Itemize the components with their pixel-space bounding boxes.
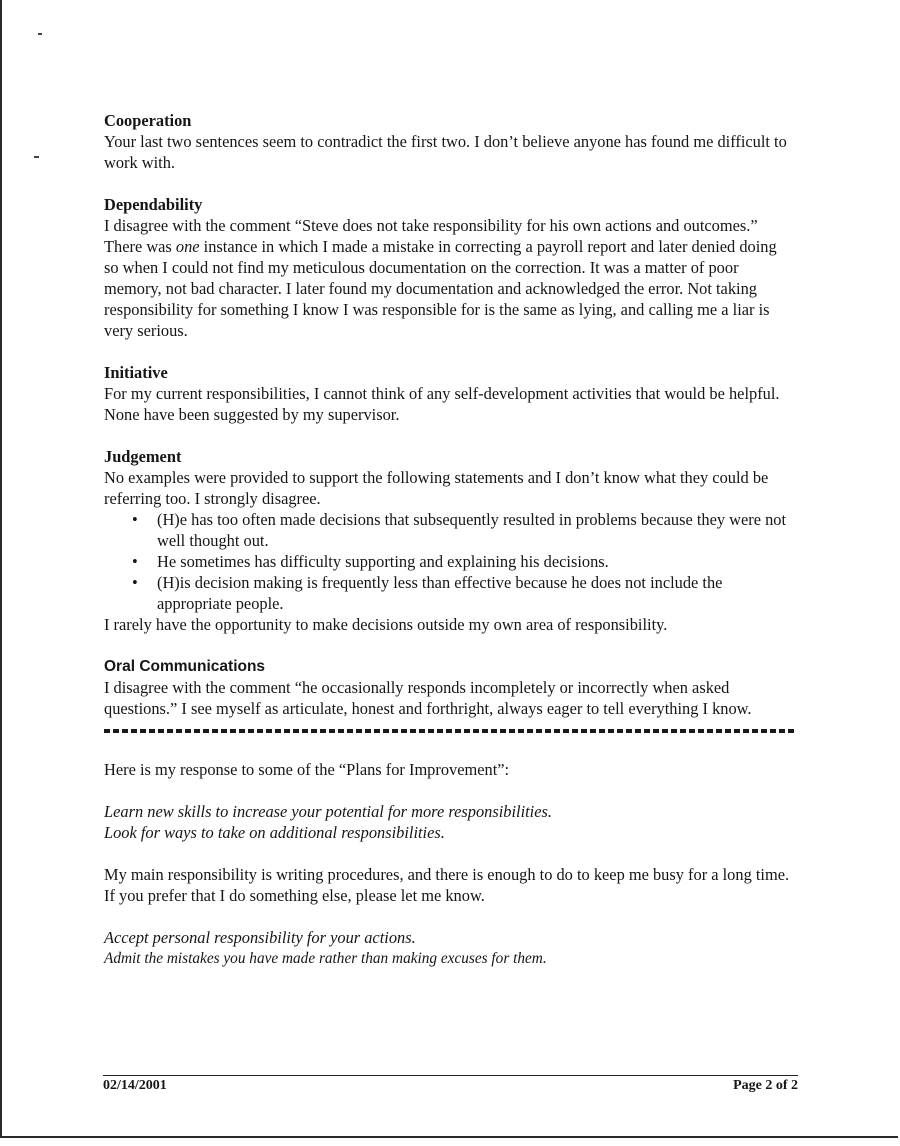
section-initiative xyxy=(104,362,794,425)
plan-item: Look for ways to take on additional responsibilities. xyxy=(104,823,445,842)
plans-group-2 xyxy=(104,927,794,969)
plan-item: Learn new skills to increase your potential for more responsibilities. xyxy=(104,802,552,821)
section-dependability xyxy=(104,194,794,341)
section-oral-communications xyxy=(104,656,794,719)
emphasis-text: one xyxy=(175,237,200,256)
section-text xyxy=(104,215,794,341)
bullet-list xyxy=(104,509,794,614)
bullet-item: • He sometimes has difficulty supporting and explaining his decisions. xyxy=(157,551,794,572)
plans-group-1 xyxy=(104,801,794,843)
footer-page-number: Page 2 of 2 xyxy=(733,1078,798,1093)
footer-date: 02/14/2001 xyxy=(103,1078,167,1093)
plan-item: Accept personal responsibility for your actions. xyxy=(104,928,416,947)
section-text: Your last two sentences seem to contradict the first two. I don’t believe anyone has found me difficult to work with. xyxy=(104,132,787,172)
document-body xyxy=(104,110,794,969)
section-heading: Oral Communications xyxy=(104,658,266,675)
section-judgement xyxy=(104,446,794,635)
section-heading: Dependability xyxy=(104,195,203,214)
response-reply: My main responsibility is writing procedures, and there is enough to do to keep me busy for a long time. If you prefer that I do something else, please let me know. xyxy=(104,865,790,905)
section-text: I disagree with the comment “he occasionally responds incompletely or incorrectly when asked questions.” I see myself as articulate, honest and forthright, always eager to tell everything I know. xyxy=(104,678,752,718)
dashed-divider xyxy=(104,729,794,733)
text-run: instance in which I made a mistake in correcting a payroll report and later denied doing so when I could not find my meticulous documentation on the correction. It was a matter of poor memory, not bad character. I later found my documentation and acknowledged the error. Not taking responsibility for something I know I was responsible for is the same as lying, and calling me a liar is very serious. xyxy=(104,237,777,340)
bullet-item: • (H)e has too often made decisions that subsequently resulted in problems because they were not well thought out. xyxy=(157,509,794,551)
plan-item: Admit the mistakes you have made rather than making excuses for them. xyxy=(104,950,547,967)
section-heading: Judgement xyxy=(104,447,182,466)
bullet-item: • (H)is decision making is frequently less than effective because he does not include the appropriate people. xyxy=(157,572,794,614)
section-text: For my current responsibilities, I cannot think of any self-development activities that would be helpful. None have been suggested by my supervisor. xyxy=(104,384,780,424)
page-footer xyxy=(103,1075,798,1094)
section-heading: Initiative xyxy=(104,363,168,382)
section-intro: No examples were provided to support the following statements and I don’t know what they could be referring too. I strongly disagree. xyxy=(104,468,769,508)
scan-speck xyxy=(38,33,42,35)
section-closing: I rarely have the opportunity to make decisions outside my own area of responsibility. xyxy=(104,615,668,634)
text-run: I disagree with the comment “Steve does not take responsibility for his own actions and outcomes.” There was xyxy=(104,216,758,256)
response-intro: Here is my response to some of the “Plans for Improvement”: xyxy=(104,760,510,779)
section-heading: Cooperation xyxy=(104,111,192,130)
scan-speck xyxy=(34,156,39,158)
section-cooperation xyxy=(104,110,794,173)
